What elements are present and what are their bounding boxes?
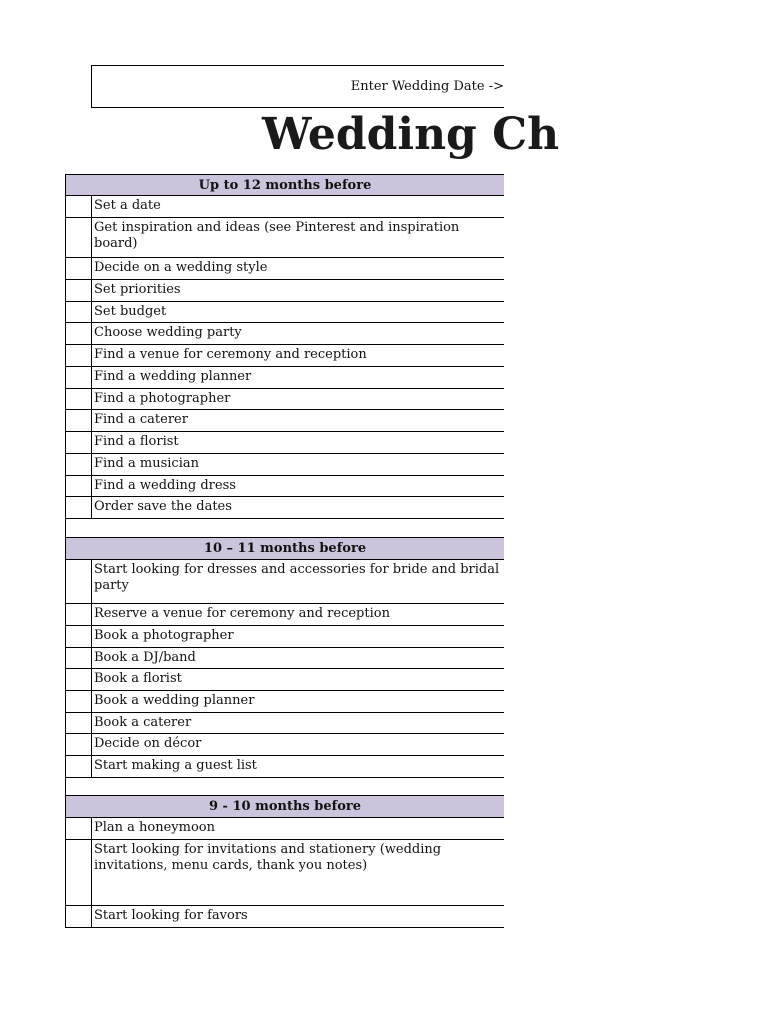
checkbox-cell[interactable]	[66, 756, 92, 777]
task-cell[interactable]: Decide on décor	[94, 736, 202, 751]
checkbox-cell[interactable]	[66, 560, 92, 603]
task-cell[interactable]: Book a caterer	[94, 715, 192, 730]
checkbox-cell[interactable]	[66, 691, 92, 712]
table-row[interactable]	[66, 560, 504, 604]
table-row[interactable]	[66, 218, 504, 258]
checkbox-cell[interactable]	[66, 280, 92, 301]
table-row[interactable]	[66, 196, 504, 218]
wedding-date-label: Enter Wedding Date ->	[350, 79, 504, 94]
table-row[interactable]	[66, 432, 504, 454]
table-row[interactable]	[66, 258, 504, 280]
checkbox-cell[interactable]	[66, 604, 92, 625]
checkbox-cell[interactable]	[66, 454, 92, 475]
table-row[interactable]	[66, 818, 504, 840]
checkbox-cell[interactable]	[66, 840, 92, 905]
table-row[interactable]	[66, 476, 504, 497]
task-cell[interactable]: Set priorities	[94, 282, 181, 297]
checkbox-cell[interactable]	[66, 734, 92, 755]
spacer-row	[66, 519, 504, 538]
checkbox-cell[interactable]	[66, 626, 92, 647]
checkbox-cell[interactable]	[66, 648, 92, 668]
table-row[interactable]	[66, 497, 504, 519]
task-cell[interactable]: Book a wedding planner	[94, 693, 255, 708]
table-row[interactable]	[66, 604, 504, 626]
checkbox-cell[interactable]	[66, 410, 92, 431]
checkbox-cell[interactable]	[66, 818, 92, 839]
task-cell[interactable]: Set a date	[94, 198, 161, 213]
section-header: 9 - 10 months before	[66, 796, 504, 817]
table-row[interactable]	[66, 756, 504, 778]
task-cell[interactable]: Start looking for invitations and stationery (wedding invitations, menu cards, thank you notes)	[94, 842, 442, 873]
task-cell[interactable]: Find a photographer	[94, 391, 231, 406]
task-cell[interactable]: Start looking for dresses and accessories for bride and bridal party	[94, 562, 500, 593]
task-cell[interactable]: Start looking for favors	[94, 908, 248, 923]
task-cell[interactable]: Reserve a venue for ceremony and reception	[94, 606, 390, 621]
table-row[interactable]	[66, 280, 504, 302]
table-row[interactable]	[66, 323, 504, 345]
checkbox-cell[interactable]	[66, 258, 92, 279]
checkbox-cell[interactable]	[66, 323, 92, 344]
checkbox-cell[interactable]	[66, 476, 92, 496]
wedding-date-prompt[interactable]	[91, 65, 504, 108]
task-cell[interactable]: Choose wedding party	[94, 325, 242, 340]
spacer-row	[66, 778, 504, 796]
task-cell[interactable]: Order save the dates	[94, 499, 232, 514]
task-cell[interactable]: Start making a guest list	[94, 758, 257, 773]
task-cell[interactable]: Book a photographer	[94, 628, 234, 643]
task-cell[interactable]: Set budget	[94, 304, 167, 319]
table-row[interactable]	[66, 840, 504, 906]
task-cell[interactable]: Decide on a wedding style	[94, 260, 268, 275]
task-cell[interactable]: Book a florist	[94, 671, 182, 686]
table-row[interactable]	[66, 669, 504, 691]
checkbox-cell[interactable]	[66, 218, 92, 257]
checkbox-cell[interactable]	[66, 906, 92, 927]
task-cell[interactable]: Find a wedding planner	[94, 369, 252, 384]
task-cell[interactable]: Find a caterer	[94, 412, 188, 427]
table-row[interactable]	[66, 691, 504, 713]
checkbox-cell[interactable]	[66, 669, 92, 690]
table-row[interactable]	[66, 626, 504, 648]
table-row[interactable]	[66, 302, 504, 323]
task-cell[interactable]: Find a florist	[94, 434, 179, 449]
task-cell[interactable]: Plan a honeymoon	[94, 820, 216, 835]
checklist-sheet	[65, 174, 504, 928]
table-row[interactable]	[66, 906, 504, 928]
table-row[interactable]	[66, 648, 504, 669]
checkbox-cell[interactable]	[66, 196, 92, 217]
table-row[interactable]	[66, 734, 504, 756]
checkbox-cell[interactable]	[66, 367, 92, 388]
table-row[interactable]	[66, 389, 504, 410]
checkbox-cell[interactable]	[66, 713, 92, 733]
checkbox-cell[interactable]	[66, 345, 92, 366]
section-header-row	[66, 796, 504, 818]
task-cell[interactable]: Get inspiration and ideas (see Pinterest and inspiration board)	[94, 220, 460, 251]
section-header-row	[66, 538, 504, 560]
task-cell[interactable]: Find a wedding dress	[94, 478, 236, 493]
table-row[interactable]	[66, 367, 504, 389]
section-header: Up to 12 months before	[66, 175, 504, 195]
section-header: 10 – 11 months before	[66, 538, 504, 559]
checkbox-cell[interactable]	[66, 389, 92, 409]
table-row[interactable]	[66, 454, 504, 476]
page-title: Wedding Ch	[262, 109, 560, 160]
table-row[interactable]	[66, 345, 504, 367]
task-cell[interactable]: Find a musician	[94, 456, 199, 471]
checkbox-cell[interactable]	[66, 497, 92, 518]
task-cell[interactable]: Book a DJ/band	[94, 650, 196, 665]
checkbox-cell[interactable]	[66, 432, 92, 453]
table-row[interactable]	[66, 410, 504, 432]
section-header-row	[66, 174, 504, 196]
checkbox-cell[interactable]	[66, 302, 92, 322]
task-cell[interactable]: Find a venue for ceremony and reception	[94, 347, 367, 362]
table-row[interactable]	[66, 713, 504, 734]
